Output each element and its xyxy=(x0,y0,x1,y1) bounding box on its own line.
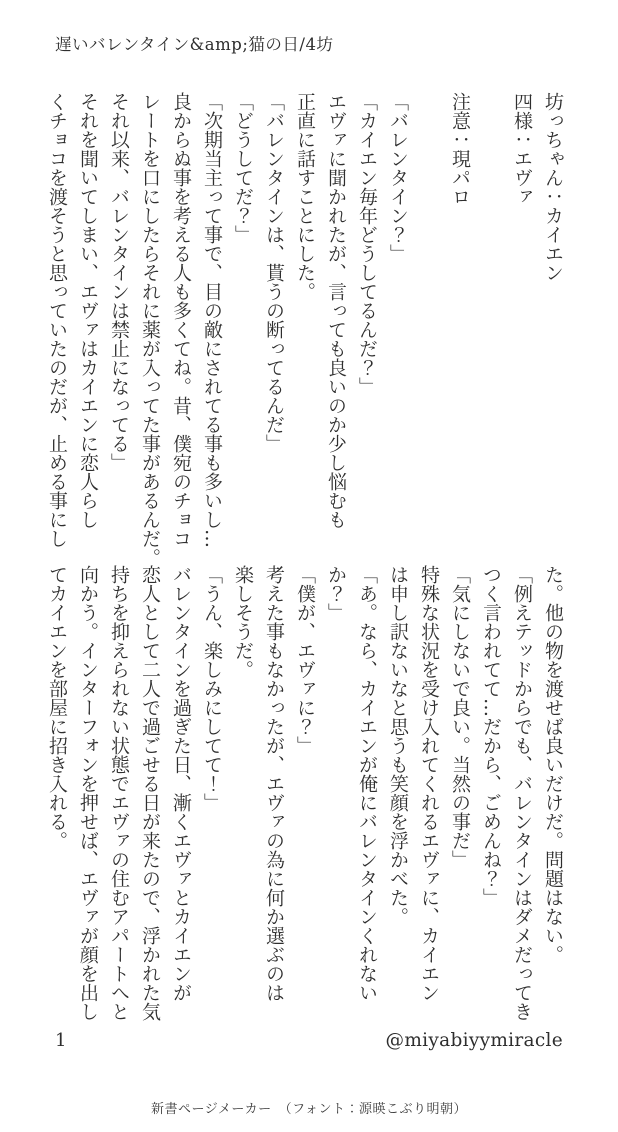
vertical-text-block-bottom xyxy=(38,565,568,1065)
text-column: 持ちを抑えられない状態でエヴァの住むアパートへと xyxy=(108,565,130,1021)
text-column: バレンタインを過ぎた日、漸くエヴァとカイエンが xyxy=(170,565,192,1002)
text-column xyxy=(413,92,444,592)
text-column: 向かう。インターフォンを押せば、エヴァが顔を出し xyxy=(77,565,99,1021)
text-column: 良からぬ事を考える人も多くてね。昔、僕宛のチョコ xyxy=(170,92,192,548)
text-column: 楽しそうだ。 xyxy=(232,565,254,679)
text-column: 正直に話すことにした。 xyxy=(294,92,316,301)
text-column: つく言われてて…だから、ごめんね？」 xyxy=(480,565,502,907)
text-column: 考えた事もなかったが、エヴァの為に何か選ぶのは xyxy=(263,565,285,1002)
text-column: か？」 xyxy=(325,565,347,622)
text-column: 坊っちゃん：カイエン xyxy=(542,92,564,282)
text-column: 「うん、楽しみにしてて！」 xyxy=(201,565,223,812)
text-column: エヴァに聞かれたが、言っても良いのか少し悩むも xyxy=(325,92,347,529)
text-column: は申し訳ないなと思うも笑顔を浮かべた。 xyxy=(387,565,409,926)
text-column: 「カイエン毎年どうしてるんだ？」 xyxy=(356,92,378,396)
author-handle: @miyabiyymiracle xyxy=(385,1030,563,1051)
vertical-text-block-top xyxy=(38,92,568,592)
text-column: 「どうしてだ？」 xyxy=(232,92,254,244)
text-column: 「バレンタイン？」 xyxy=(387,92,409,263)
text-column: 「気にしないで良い。当然の事だ」 xyxy=(449,565,471,869)
text-column: 「僕が、エヴァに？」 xyxy=(294,565,316,755)
text-column: た。他の物を渡せば良いだけだ。問題はない。 xyxy=(542,565,564,964)
page-title: 遅いバレンタイン&amp;猫の日/4坊 xyxy=(55,35,334,54)
text-column: それを聞いてしまい、エヴァはカイエンに恋人らし xyxy=(77,92,99,529)
page-number: 1 xyxy=(55,1030,67,1051)
text-column: 「あ。なら、カイエンが俺にバレンタインくれない xyxy=(356,565,378,1002)
text-column: 「バレンタインは、貰うの断ってるんだ」 xyxy=(263,92,285,453)
text-column: レートを口にしたらそれに薬が入ってた事があるんだ。 xyxy=(139,92,161,567)
footer-credit: 新書ページメーカー （フォント：源暎こぶり明朝） xyxy=(151,1102,467,1117)
text-column: 「次期当主って事で、目の敵にされてる事も多いし… xyxy=(201,92,223,548)
text-column: 注意：現パロ xyxy=(449,92,471,206)
text-column: てカイエンを部屋に招き入れる。 xyxy=(46,565,68,850)
text-column: それ以来、バレンタインは禁止になってる」 xyxy=(108,92,130,472)
text-column: くチョコを渡そうと思っていたのだが、止める事にし xyxy=(46,92,68,548)
text-column xyxy=(475,92,506,592)
text-column: 恋人として二人で過ごせる日が来たので、浮かれた気 xyxy=(139,565,161,1021)
text-column: 四様：エヴァ xyxy=(511,92,533,206)
text-column: 「例えテッドからでも、バレンタインはダメだってき xyxy=(511,565,533,1021)
text-column: 特殊な状況を受け入れてくれるエヴァに、カイエン xyxy=(418,565,440,1002)
